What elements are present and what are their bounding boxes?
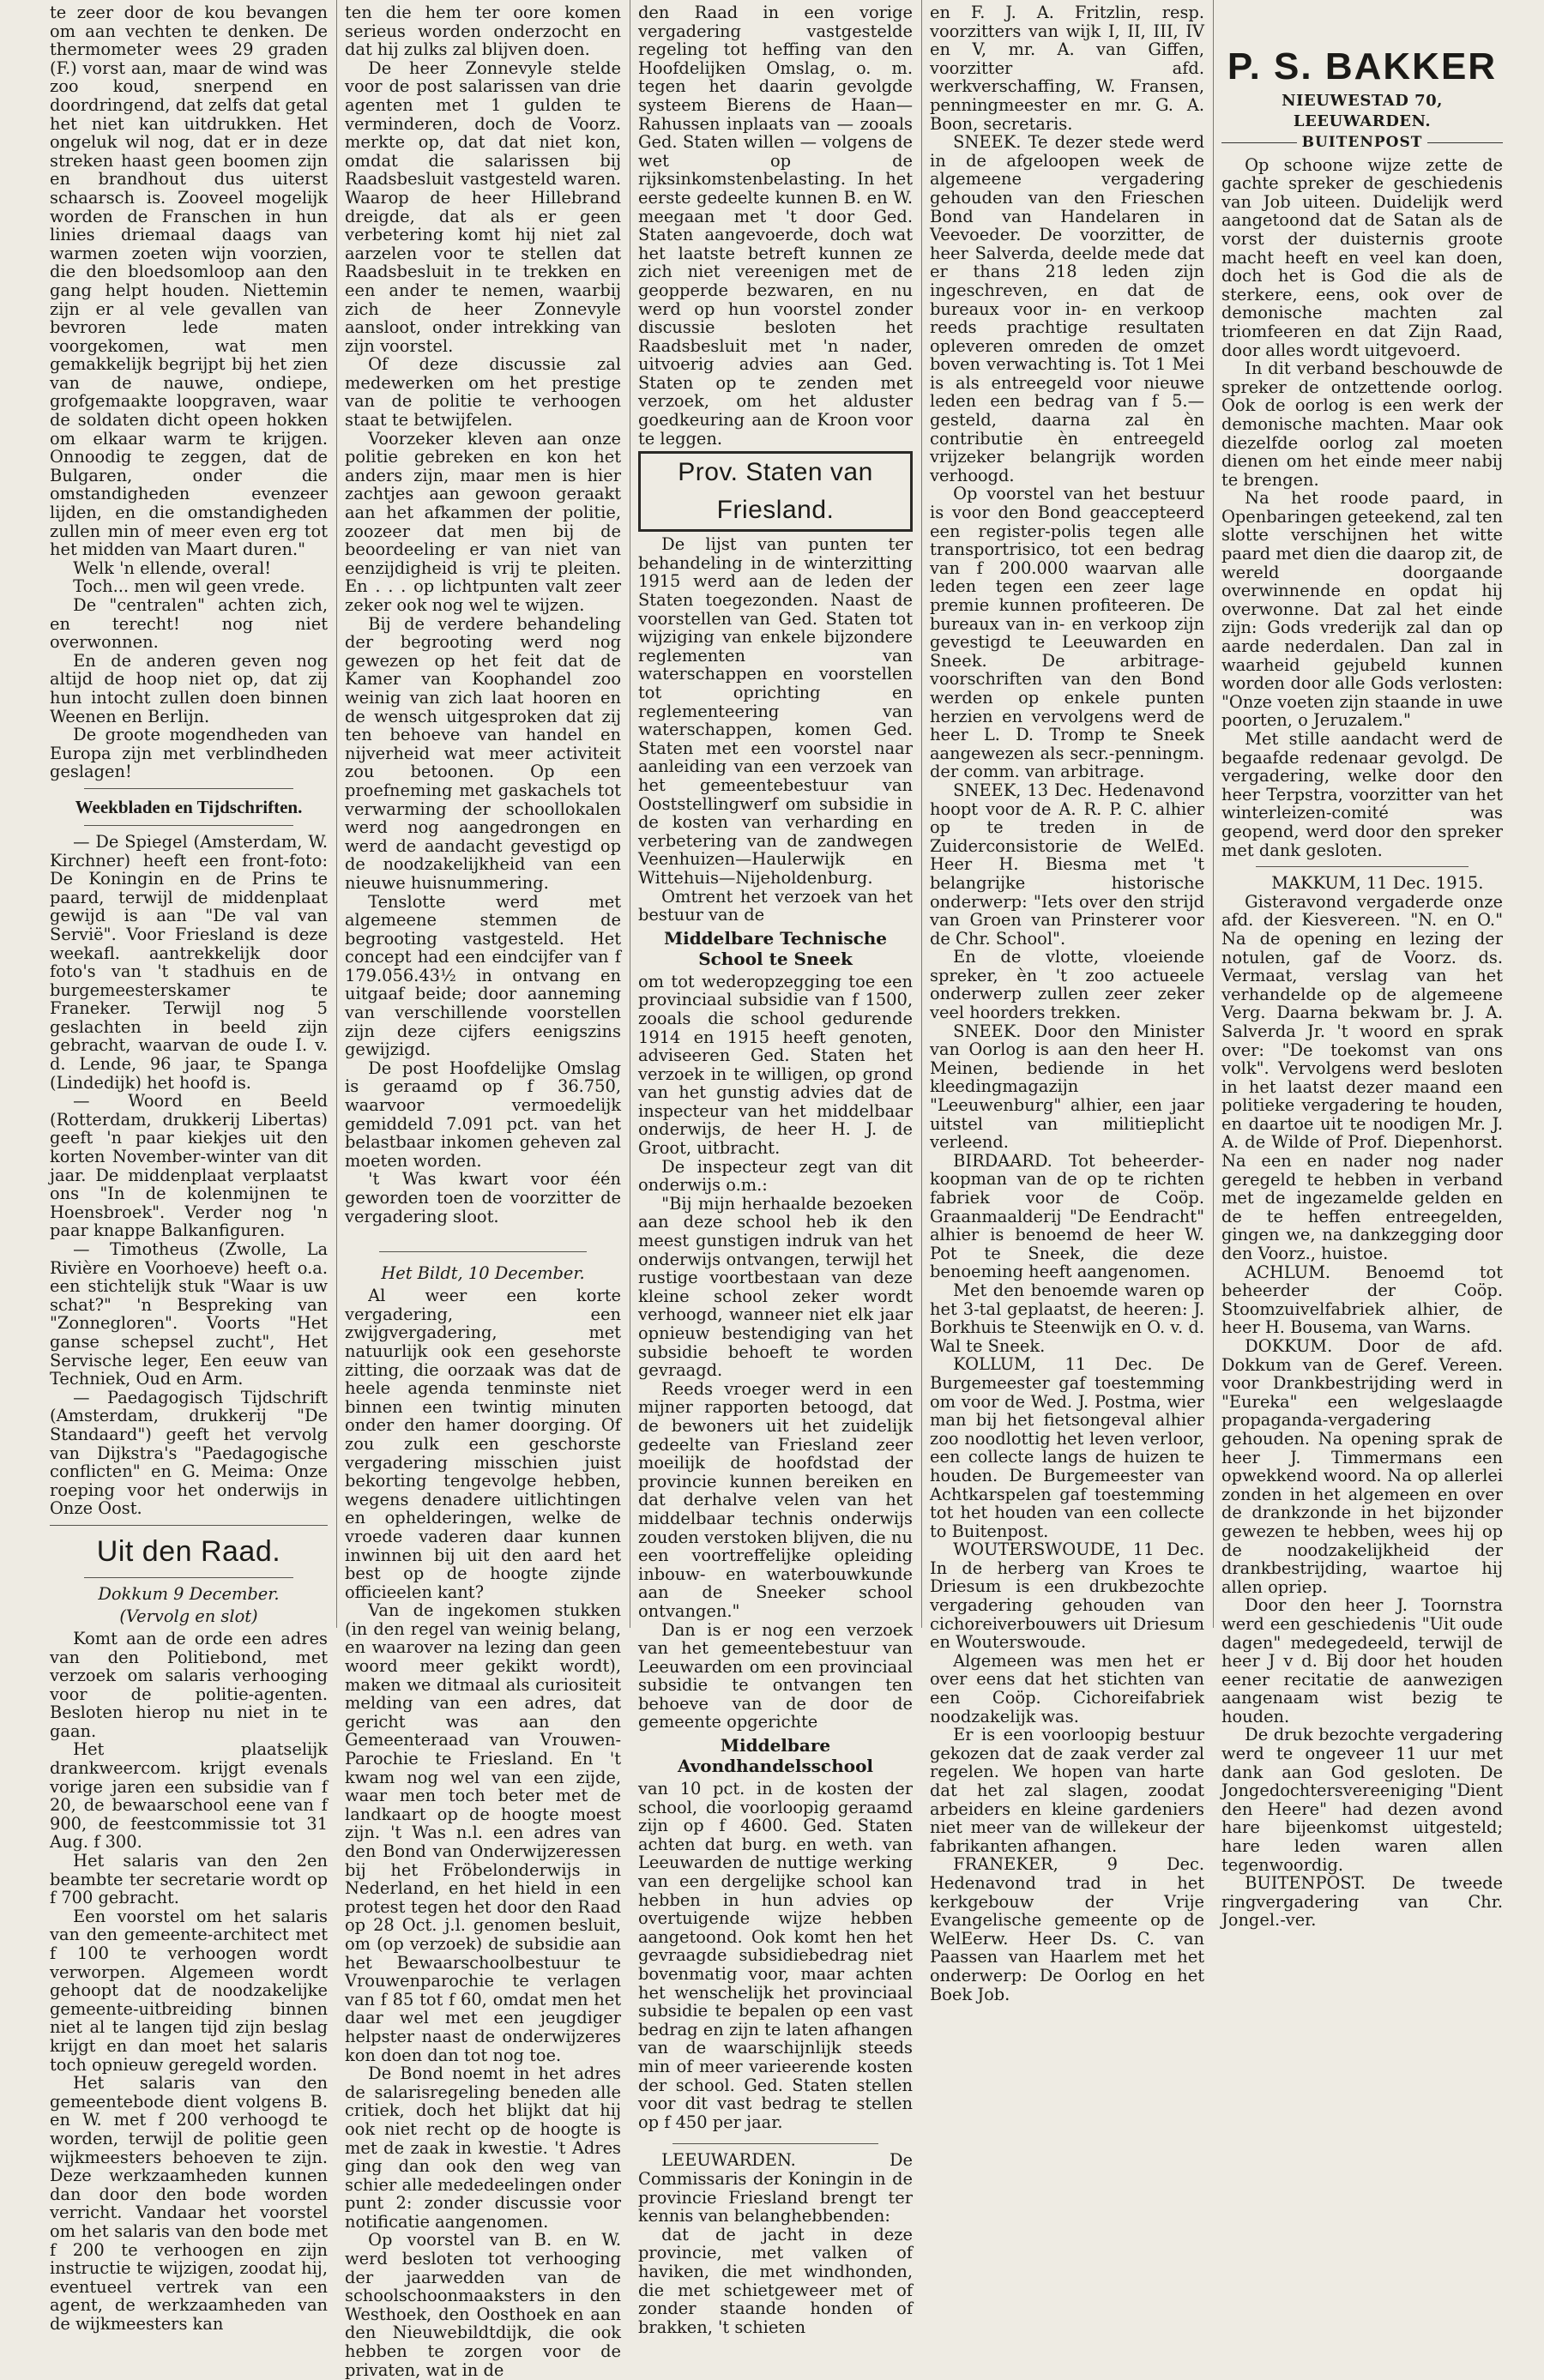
paragraph: FRANEKER, 9 Dec. Hedenavond trad in het kerkgebouw der Vrije Evangelische gemeente op de WelEerw. Heer Ds. C. van Paassen van Haarlem met het onderwerp: De Oorlog en het Boek Job. bbox=[930, 1854, 1204, 2004]
column-rule bbox=[336, 0, 337, 1628]
paragraph: den Raad in een vorige vergadering vastgestelde regeling tot heffing van den Hoofdelijken Omslag, o. m. tegen het daarin gevolgde systeem Bierens de Haan—Rahussen inplaats van — zooals Ged. Staten willen — volgens de wet op de rijksinkomstenbelasting. In het eerste gedeelte kunnen B. en W. meegaan met 't door Ged. Staten aangevoerde, doch wat het laatste betreft kunnen ze zich niet vereenigen met de geopperde bezwaren, en nu werd op hun voorstel zonder discussie besloten het Raadsbesluit met 'n nader, uitvoerig advies aan Ged. Staten op te zenden met verzoek, om het alduster goedkeuring aan de Kroon voor te leggen. bbox=[638, 3, 913, 449]
paragraph: Op schoone wijze zette de gachte spreker de geschiedenis van Job uiteen. Duidelijk werd aangetoond dat de Satan als de vorst der duisternis groote macht heeft en veel kan doen, doch het is God die als de sterkere, eens, ook over de demonische machten zal triomfeeren en dat Zijn Raad, door alles wordt uitgevoerd. bbox=[1221, 154, 1503, 360]
subheading-avondhandelsschool: Middelbare Avondhandelsschool bbox=[677, 1735, 874, 1777]
paragraph: De lijst van punten ter behandeling in de winterzitting 1915 werd aan de leden der Staten toegezonden. Naast de voorstellen van Ged. Staten tot wijziging van enkele bijzondere reglementen van waterschappen en voorstellen tot oprichting en reglementeering van waterschappen, komen Ged. Staten met een voorstel naar aanleiding van een verzoek van het gemeentebestuur van Ooststellingwerf om subsidie in de kosten van verharding en verbetering van de zandwegen Veenhuizen—Haulerwijk en Wittehuis—Nijeholdenburg. bbox=[638, 534, 913, 888]
paragraph: SNEEK. Te dezer stede werd in de afgeloopen week de algemeene vergadering gehouden van den Frieschen Bond van Handelaren in Veevoeder. De voorzitter, de heer Salverda, deelde mede dat er thans 218 leden zijn ingeschreven, en dat de bureaux voor in- en verkoop reeds prachtige resultaten opleveren omreden de omzet boven verwachting is. Tot 1 Mei is als entreegeld voor nieuwe leden een bedrag van f 5.— gesteld, daarna zal èn contributie èn entreegeld vrijzeker belangrijk worden verhoogd. bbox=[930, 132, 1204, 485]
paragraph: dat de jacht in deze provincie, met valken of haviken, die met windhonden, die met schietgeweer met of zonder staande honden of brakken, 't schieten bbox=[638, 2224, 913, 2337]
paragraph: Op voorstel van het bestuur is voor den Bond geaccepteerd een register-polis tegen alle transportrisico, tot een bedrag van f 200.000 waarvan alle leden tegen een zeer lage premie kunnen profiteeren. De bureaux van in- en verkoop zijn gevestigd te Leeuwarden en Sneek. De arbitrage-voorschriften van den Bond werden op enkele punten herzien en vervolgens werd de heer L. D. Tromp te Sneek aangewezen als secr.-penningm. der comm. van arbitrage. bbox=[930, 484, 1204, 782]
paragraph: In dit verband beschouwde de spreker de ontzettende oorlog. Ook de oorlog is een werk der demonische machten. Maar ook diezelfde oorlog zal moeten dienen om het einde meer nabij te brengen. bbox=[1221, 359, 1503, 490]
column-rule bbox=[921, 0, 922, 1628]
paragraph: Toch... men wil geen vrede. bbox=[73, 576, 305, 597]
paragraph: ten die hem ter oore komen serieus worden onderzocht en dat hij zulks zal blijven doen. bbox=[345, 3, 621, 60]
paragraph: Voorzeker kleven aan onze politie gebreken en kon het anders zijn, maar men is hier zachtjes aan gewoon geraakt aan het afkammen der politie, zoozeer dat men bij de beoordeeling er van niet van eenzijdigheid is vrij te pleiten. En . . . op lichtpunten valt zeer zeker ook nog wel te wijzen. bbox=[345, 428, 621, 615]
column-1 bbox=[43, 0, 335, 2334]
section-heading-box bbox=[638, 451, 913, 532]
paragraph: Of deze discussie zal medewerken om het prestige van de politie te verhoogen staat te betwijfelen. bbox=[345, 354, 621, 431]
paragraph: Van de ingekomen stukken (in den regel van weinig belang, en waarover na lezing dan geen woord meer gekikt wordt), maken we ditmaal als curiositeit melding van een adres, dat gericht was aan den Gemeenteraad van Vrouwen-Parochie te Friesland. En 't kwam nog wel van een zijde, waar men toch beter met de landkaart op de hoogte moest zijn. 't Was n.l. een adres van den Bond van Onderwijzeressen bij het Fröbelonderwijs in Nederland, en het hield in een protest tegen het door den Raad op 28 Oct. j.l. genomen besluit, om (op verzoek) de subsidie aan het Bewaarschoolbestuur te Vrouwenparochie te verlagen van f 85 tot f 60, omdat men het daar wel met een jeugdiger helpster naast de onderwijzeres kon doen dan tot nog toe. bbox=[345, 1600, 621, 2065]
paragraph: te zeer door de kou bevangen om aan vechten te denken. De thermometer wees 29 graden (F.) vorst aan, maar de wind was zoo koud, snerpend en doordringend, dat zelfs dat getal het niet kan uitdrukken. Het ongeluk wil nog, dat er in deze streken haast geen boomen zijn en brandhout dus uiterst schaarsch is. Zooveel mogelijk worden de Franschen in hun linies driemaal daags van warmen zoeten wijn voorzien, die den bloedsomloop aan den gang helpt houden. Niettemin zijn er al vele gevallen van bevroren lede maten voorgekomen, wat men gemakkelijk begrijpt bij het zien van de nauwe, ondiepe, grofgemaakte loopgraven, waar de soldaten dicht opeen hokken om elkaar warm te krijgen. Onnoodig te zeggen, dat de Bulgaren, onder die omstandigheden evenzeer lijden, en die omstandigheden zullen min of meer even erg tot het midden van Maart duren." bbox=[50, 3, 328, 560]
paragraph: De inspecteur zegt van dit onderwijs o.m.: bbox=[638, 1156, 913, 1196]
section-heading-prov-staten: Prov. Staten van Friesland. bbox=[678, 458, 873, 525]
paragraph: Op voorstel van B. en W. werd besloten tot verhooging der jaarwedden van de schoolschoonmaaksters in den Westhoek, den Oosthoek en aan den Nieuwebildtdijk, die ook hebben te zorgen voor de privaten, wat in de bbox=[345, 2230, 621, 2380]
paragraph: De groote mogendheden van Europa zijn met verblindheden geslagen! bbox=[50, 725, 328, 782]
paragraph: Omtrent het verzoek van het bestuur van de bbox=[638, 886, 913, 925]
column-4 bbox=[923, 0, 1211, 2004]
paragraph: Met den benoemde waren op het 3-tal geplaatst, de heeren: J. Borkhuis te Steenwijk en O. v. d. Wal te Sneek. bbox=[930, 1280, 1204, 1356]
paragraph: om tot wederopzegging toe een provinciaal subsidie van f 1500, zooals die school gedurende 1914 en 1915 heeft genoten, adviseeren Ged. Staten het verzoek in te willigen, op grond van het gunstig advies dat de inspecteur van het middelbaar onderwijs, de heer H. J. de Groot, uitbracht. bbox=[638, 971, 913, 1159]
paragraph: Al weer een korte vergadering, een zwijgvergadering, met natuurlijk ook een gesehorste zitting, die oorzaak was dat de heele agenda tenminste niet binnen een twintig minuten onder den hamer doorging. Of zou zulk een geschorste vergadering misschien juist bekorting tengevolge hebben, wegens denadere uitlichtingen en ophelderingen, welke de vroede vaderen daar kunnen inwinnen bij uit den aard het best op de hoogte zijnde officieelen kant? bbox=[345, 1286, 621, 1602]
paragraph: De heer Zonnevyle stelde voor de post salarissen van drie agenten met 1 gulden te verminderen, doch de Voorz. merkte op, dat dat niet kon, omdat die salarissen bij Raadsbesluit vastgesteld waren. Waarop de heer Hillebrand dreigde, dat als er geen verbetering komt hij niet zal aarzelen voor te stellen dat Raadsbesluit in te trekken en een ander te nemen, waarbij zich de heer Zonnevyle aansloot, onder intrekking van zijn voorstel. bbox=[345, 57, 621, 356]
column-rule bbox=[1213, 0, 1214, 1628]
paragraph: De post Hoofdelijke Omslag is geraamd op f 36.750, waarvoor vermoedelijk gemiddeld 7.091 pct. van het belastbaar inkomen geheven zal moeten worden. bbox=[345, 1057, 621, 1171]
divider bbox=[84, 825, 293, 826]
paragraph: SNEEK, 13 Dec. Hedenavond hoopt voor de A. R. P. C. alhier op te treden in de Zuiderconsistorie de WelEd. Heer H. Biesma met 't belangrijke historische onderwerp: "Iets over den strijd van Groen van Prinsterer voor de Chr. School". bbox=[930, 780, 1204, 949]
paragraph: DOKKUM. Door de afd. Dokkum van de Geref. Vereen. voor Drankbestrijding werd in "Eureka" een welgeslaagde propaganda-vergadering gehouden. Na opening sprak de heer J. Timmermans een opwekkend woord. Na op allerlei zonden in het algemeen en over de drankzonde in het bijzonder gewezen te hebben, wees hij op de noodzakelijkheid der drankbestrijding, waartoe hij allen opriep. bbox=[1221, 1336, 1503, 1597]
rule-line bbox=[1221, 142, 1297, 143]
dateline-heading bbox=[1221, 134, 1503, 153]
paragraph: BIRDAARD. Tot beheerder-koopman van de op te richten fabriek voor de Coöp. Graanmaalderij "De Eendracht" alhier is benoemd de heer W. Pot te Sneek, die deze benoeming heeft aangenomen. bbox=[930, 1150, 1204, 1282]
dateline-makkum: MAKKUM, 11 Dec. 1915. bbox=[1271, 873, 1484, 894]
subheading-technische-school: Middelbare Technische School te Sneek bbox=[663, 927, 888, 969]
column-2 bbox=[338, 0, 628, 2380]
paragraph: De "centralen" achten zich, en terecht! nog niet overwonnen. bbox=[50, 595, 328, 653]
paragraph: ACHLUM. Benoemd tot beheerder der Coöp. Stoomzuivelfabriek alhier, de heer H. Bousema, van Warns. bbox=[1221, 1262, 1503, 1338]
paragraph: De Bond noemt in het adres de salarisregeling beneden alle critiek, doch het blijkt dat hij ook niet recht op de hoogte is met de zaak in kwestie. 't Adres ging dan ook den weg van schier alle mededeelingen onder punt 2: zonder discussie voor notificatie aangenomen. bbox=[345, 2064, 621, 2232]
dateline-buitenpost: BUITENPOST bbox=[1301, 134, 1423, 151]
paragraph: Dan is er nog een verzoek van het gemeentebestuur van Leeuwarden om een provinciaal subsidie te ontvangen ten behoeve van de door de gemeente opgerichte bbox=[638, 1619, 913, 1732]
paragraph: Er is een voorloopig bestuur gekozen dat de zaak verder zal regelen. We hopen van harte dat het zal slagen, zoodat arbeiders en kleine gardeniers niet meer van de willekeur der fabrikanten afhangen. bbox=[930, 1725, 1204, 1856]
paragraph: En de anderen geven nog altijd de hoop niet op, dat zij hun intocht zullen doen binnen Weenen en Berlijn. bbox=[50, 650, 328, 726]
paragraph: Bij de verdere behandeling der begrooting werd nog gewezen op het feit dat de Kamer van Koophandel zoo weinig van zich laat hooren en de wensch uitgesproken dat zij ten behoeve van handel en nijverheid wat meer activiteit zou betoonen. Op een proefneming met gaskachels tot verwarming der schoollokalen werd nog aangedrongen en werd de aandacht gevestigd op de noodzakelijkheid van een nieuwe huisnummering. bbox=[345, 613, 621, 893]
paragraph: Een voorstel om het salaris van den gemeente-architect met f 100 te verhoogen wordt verworpen. Algemeen wordt gehoopt dat de noodzakelijke gemeente-uitbreiding binnen niet al te langen tijd zijn beslag krijgt en dan moet het salaris toch opnieuw geregeld worden. bbox=[50, 1906, 328, 2075]
dateline: Dokkum 9 December. bbox=[98, 1583, 280, 1604]
paragraph: 't Was kwart voor één geworden toen de voorzitter de vergadering sloot. bbox=[345, 1169, 621, 1226]
paragraph: LEEUWARDEN. De Commissaris der Koningin in de provincie Friesland brengt ter kennis van belanghebbenden: bbox=[638, 2150, 913, 2226]
paragraph: van 10 pct. in de kosten der school, die voorloopig geraamd zijn op f 4600. Ged. Staten achten dat burg. en weth. van Leeuwarden de nuttige werking van een dergelijke school kan hebben in hun advies op overtuigende wijze hebben aangetoond. Ook komt hen het gevraagde subsidiebedrag niet bovenmatig voor, maar achten het wenschelijk het provinciaal subsidie te bepalen op een vast bedrag en zijn te laten afhangen van de waarschijnlijk steeds min of meer varieerende kosten der school. Ged. Staten stellen voor dit vast bedrag te stellen op f 450 per jaar. bbox=[638, 1779, 913, 2132]
paragraph: Komt aan de orde een adres van den Politiebond, met verzoek om salaris verhooging voor de politie-agenten. Besloten hierop nu niet in te gaan. bbox=[50, 1628, 328, 1741]
column-3 bbox=[631, 0, 920, 2337]
advertiser-address: NIEUWESTAD 70, LEEUWARDEN. bbox=[1282, 92, 1443, 130]
divider bbox=[379, 1251, 587, 1252]
advertiser-name: P. S. BAKKER bbox=[1227, 45, 1498, 87]
paragraph: Het salaris van den gemeentebode dient volgens B. en W. met f 200 verhoogd te worden, terwijl de politie geen wijkmeesters behoeven te zijn. Deze werkzaamheden kunnen dan door den bode worden verricht. Vandaar het voorstel om het salaris van den bode met f 200 te verhoogen en zijn instructie te wijzigen, zoodat hij, eventueel vertrek van een agent, de werkzaamheden van de wijkmeesters kan bbox=[50, 2073, 328, 2334]
divider bbox=[672, 2143, 878, 2144]
paragraph: — Woord en Beeld (Rotterdam, drukkerij Libertas) geeft 'n paar kiekjes uit den korten November-winter van dit jaar. De middenplaat verplaatst ons "In de kolenmijnen te Hoensbroek". Verder nog 'n paar knappe Balkanfiguren. bbox=[50, 1091, 328, 1241]
paragraph: SNEEK. Door den Minister van Oorlog is aan den heer H. Meinen, bediende in het kleedingmagazijn "Leeuwenburg" alhier, een jaar uitstel van militieplicht verleend. bbox=[930, 1021, 1204, 1153]
column-5 bbox=[1215, 0, 1510, 1931]
paragraph: Na het roode paard, in Openbaringen geteekend, zal ten slotte verschijnen het witte paard met dien die daarop zit, de wereld doorgaande overwinnende en opdat hij overwonne. Dat zal het einde zijn: Gods vrederijk zal dan op aarde nederdalen. Dan zal in waarheid gejubeld kunnen worden door alle Gods verlosten: "Onze voeten zijn staande in uwe poorten, o Jeruzalem." bbox=[1221, 488, 1503, 731]
section-heading-weekbladen: Weekbladen en Tijdschriften. bbox=[75, 796, 303, 817]
paragraph: Het salaris van den 2en beambte ter secretarie wordt op f 700 gebracht. bbox=[50, 1851, 328, 1908]
dateline-het-bildt: Het Bildt, 10 December. bbox=[381, 1263, 585, 1284]
divider bbox=[84, 1577, 293, 1578]
paragraph: Reeds vroeger werd in een mijner rapporten betoogd, dat de bewoners uit het zuidelijk gedeelte van Friesland zeer moeilijk de hoofdstad der provincie kunnen bereiken en dat derhalve velen van het middelbaar technis onderwijs zouden verstoken blijven, die nu een voortreffelijke opleiding inbouw- en waterbouwkunde aan de Sneeker school ontvangen." bbox=[638, 1378, 913, 1621]
paragraph: — De Spiegel (Amsterdam, W. Kirchner) heeft een front-foto: De Koningin en de Prins te paard, terwijl de middenplaat gewijd is aan "De val van Servië". Voor Friesland is deze weekafl. aantrekkelijk door foto's van 't stadhuis en de burgemeesterskamer te Franeker. Terwijl nog 5 geslachten in beeld zijn gebracht, waarvan de oude I. v. d. Lende, 96 jaar, te Spanga (Lindedijk) het hoofd is. bbox=[50, 831, 328, 1093]
paragraph: — Paedagogisch Tijdschrift (Amsterdam, drukkerij "De Standaard") geeft het vervolg van Dijkstra's "Paedagogische conflicten" en G. Meima: Onze roeping voor het onderwijs in Onze Oost. bbox=[50, 1387, 328, 1519]
section-heading-uit-den-raad: Uit den Raad. bbox=[96, 1534, 281, 1568]
subheading: (Vervolg en slot) bbox=[119, 1606, 258, 1626]
paragraph: en F. J. A. Fritzlin, resp. voorzitters van wijk I, II, III, IV en V, mr. A. van Giffen, voorzitter afd. werkverschaffing, W. Fransen, penningmeester en mr. G. A. Boon, secretaris. bbox=[930, 3, 1204, 134]
paragraph: De druk bezochte vergadering werd te ongeveer 11 uur met dank aan God gesloten. De Jongedochtersvereeniging "Dient den Heere" had dezen avond hare bijeenkomst uitgesteld; hare leden waren allen tegenwoordig. bbox=[1221, 1725, 1503, 1875]
paragraph: Door den heer J. Toornstra werd een geschiedenis "Uit oude dagen" medegedeeld, terwijl de heer J v d. Bij door het houden eener recitatie de aanwezigen aangenaam wist bezig te houden. bbox=[1221, 1595, 1503, 1726]
paragraph: Met stille aandacht werd de begaafde redenaar gevolgd. De vergadering, welke door den heer Terpstra, voorzitter van het winterleizen-comité was geopend, werd door den spreker met dank gesloten. bbox=[1221, 729, 1503, 860]
paragraph: WOUTERSWOUDE, 11 Dec. In de herberg van Kroes te Driesum is een drukbezochte vergadering gehouden van cichoreiverbouwers uit Driesum en Wouterswoude. bbox=[930, 1539, 1204, 1653]
paragraph: "Bij mijn herhaalde bezoeken aan deze school heb ik den meest gunstigen indruk van het onderwijs ontvangen, terwijl het rustige voortbestaan van deze kleine school zeker wordt verhoogd, wanneer niet elk jaar opnieuw bestendiging van het subsidie behoeft te worden gevraagd. bbox=[638, 1193, 913, 1381]
divider bbox=[84, 788, 293, 789]
paragraph: Tenslotte werd met algemeene stemmen de begrooting vastgesteld. Het concept had een eindcijfer van f 179.056.43½ in ontvang en uitgaaf beide; door aanneming van verschillende voorstellen zijn deze cijfers eenigszins gewijzigd. bbox=[345, 891, 621, 1060]
paragraph: KOLLUM, 11 Dec. De Burgemeester gaf toestemming om voor de Wed. J. Postma, wier man bij het fietsongeval alhier zoo noodlottig het leven verloor, een collecte langs de huizen te houden. De Burgemeester van Achtkarspelen gaf toestemming tot het houden van een collecte to Buitenpost. bbox=[930, 1354, 1204, 1541]
paragraph: En de vlotte, vloeiende spreker, èn 't zoo actueele onderwerp zullen zeer zeker veel hoorders trekken. bbox=[930, 947, 1204, 1023]
paragraph: — Timotheus (Zwolle, La Rivière en Voorhoeve) heeft o.a. een stichtelijk stuk "Waar is uw schat?" 'n Bespreking van "Zonnegloren". Voorts "Het ganse schepsel zucht", Het Servische leger, Een eeuw van Techniek, Oud en Arm. bbox=[50, 1239, 328, 1389]
paragraph: Welk 'n ellende, overal! bbox=[73, 557, 272, 578]
paragraph: Het plaatselijk drankweercom. krijgt evenals vorige jaren een subsidie van f 20, de bewaarschool eene van f 900, de feestcommissie tot 31 Aug. f 300. bbox=[50, 1739, 328, 1853]
divider bbox=[50, 1525, 328, 1526]
paragraph: BUITENPOST. De tweede ringvergadering van Chr. Jongel.-ver. bbox=[1221, 1873, 1503, 1931]
paragraph: Gisteravond vergaderde onze afd. der Kiesvereen. "N. en O." Na de opening en lezing der notulen, gaf de Voorz. ds. Vermaat, verslag van het verhandelde op de algemeene Verg. Daarna bekwam br. J. A. Salverda Jr. 't woord en sprak over: "De toekomst van ons volk". Vervolgens werd besloten in het laatst dezer maand een politieke vergadering te houden, en daartoe uit te noodigen Mr. J. A. de Wilde of Prof. Diepenhorst. Na een en nader nog nader geregeld te hebben in verband met de ingezamelde gelden en de te heffen entreegelden, gingen we, na dankzegging door den Voorz., huistoe. bbox=[1221, 891, 1503, 1264]
divider bbox=[1256, 866, 1469, 867]
paragraph: Algemeen was men het er over eens dat het stichten van een Coöp. Cichoreifabriek noodzakelijk was. bbox=[930, 1650, 1204, 1726]
rule-line bbox=[1427, 142, 1503, 143]
